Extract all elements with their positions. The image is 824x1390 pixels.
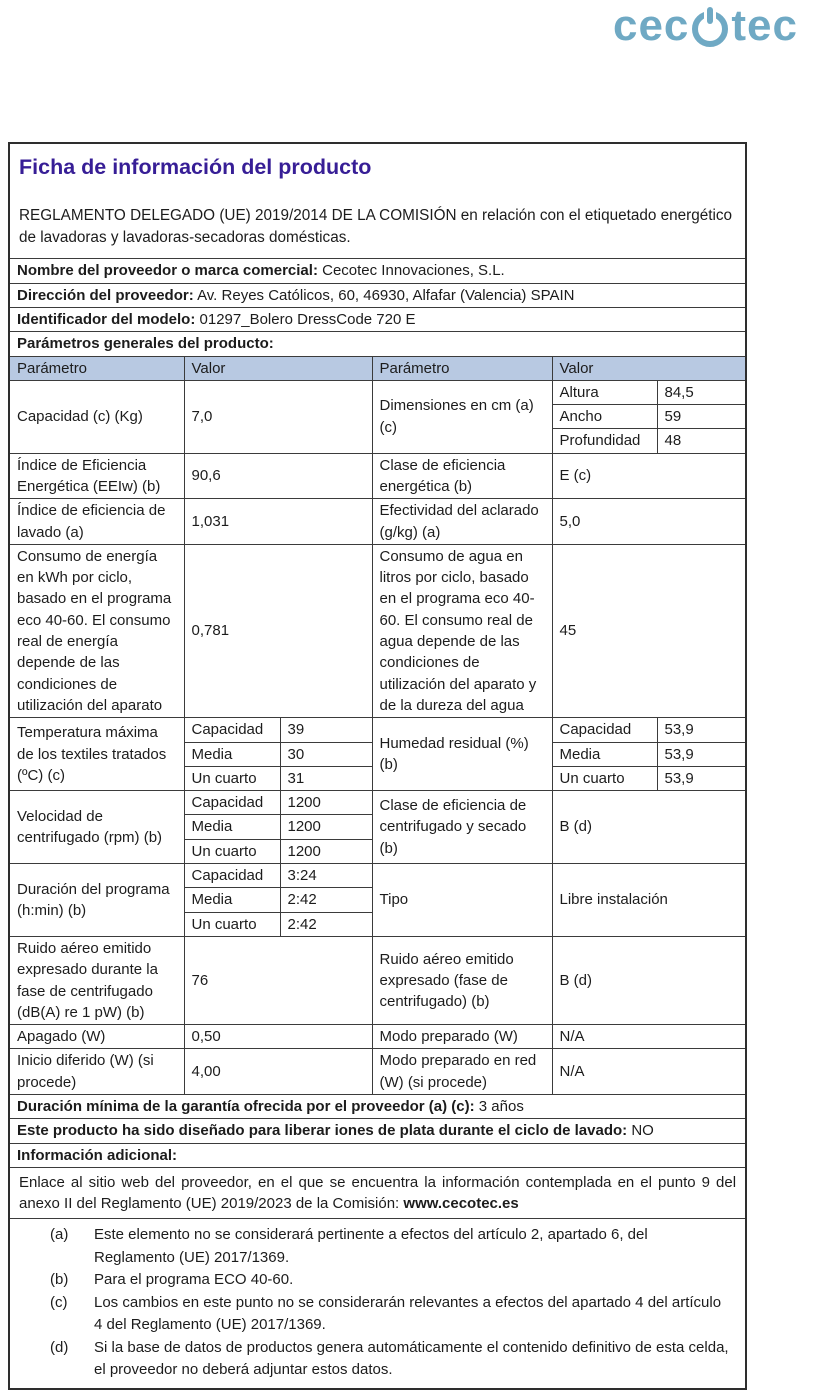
param-value: 1,031 [184,499,372,545]
param-label: Índice de eficiencia de lavado (a) [9,499,184,545]
param-value: 0,50 [184,1025,372,1049]
model-id-label: Identificador del modelo: [17,310,196,328]
param-label: Modo preparado (W) [372,1025,552,1049]
param-row [9,453,746,499]
param-row [9,544,746,717]
subparam-key: Media [552,742,657,766]
footnote-marker: (d) [50,1338,69,1356]
subparam-value: 48 [657,429,746,453]
subparam-key: Un cuarto [184,766,280,790]
param-label: Apagado (W) [9,1025,184,1049]
param-value: 90,6 [184,453,372,499]
subparam-key: Profundidad [552,429,657,453]
param-value: B (d) [552,791,746,864]
subparam-key: Media [184,742,280,766]
param-label: Velocidad de centrifugado (rpm) (b) [9,791,184,864]
subparam-key: Capacidad [552,718,657,742]
param-label: Clase de eficiencia de centrifugado y secado (b) [372,791,552,864]
logo-text-right: tec [731,1,798,50]
subparam-key: Capacidad [184,864,280,888]
param-row [9,936,746,1024]
product-fiche [8,142,747,1390]
additional-info-label: Información adicional: [17,1146,178,1164]
subparam-value: 84,5 [657,380,746,404]
page-title: Ficha de información del producto [19,155,372,179]
col-header-valor-1: Valor [184,356,372,380]
param-label: Inicio diferido (W) (si procede) [9,1049,184,1095]
param-label: Humedad residual (%) (b) [372,718,552,791]
subparam-value: 2:42 [280,888,372,912]
param-label: Temperatura máxima de los textiles tratados (ºC) (c) [9,718,184,791]
subparam-value: 59 [657,405,746,429]
param-label: Consumo de energía en kWh por ciclo, basado en el programa eco 40-60. El consumo real de energía depende de las condiciones de utilización del aparato [9,544,184,717]
silver-ions-value: NO [631,1122,654,1140]
param-row [9,718,746,742]
param-row [9,1025,746,1049]
subparam-key: Un cuarto [184,839,280,863]
subparam-key: Un cuarto [552,766,657,790]
footnote-marker: (b) [50,1271,69,1289]
col-header-parametro-2: Parámetro [372,356,552,380]
param-row [9,791,746,815]
subparam-key: Capacidad [184,718,280,742]
model-id-row [9,307,746,331]
subparam-key: Media [184,815,280,839]
param-label: Ruido aéreo emitido expresado durante la fase de centrifugado (dB(A) re 1 pW) (b) [9,936,184,1024]
param-value: 0,781 [184,544,372,717]
param-value: 4,00 [184,1049,372,1095]
param-value: B (d) [552,936,746,1024]
subparam-key: Media [184,888,280,912]
supplier-address-label: Dirección del proveedor: [17,286,194,304]
section-title-row [9,332,746,356]
subparam-value: 1200 [280,815,372,839]
cecotec-logo [613,2,798,50]
param-label: Índice de Eficiencia Energética (EEIw) (b) [9,453,184,499]
subparam-value: 53,9 [657,718,746,742]
param-row [9,499,746,545]
param-label: Dimensiones en cm (a) (c) [372,380,552,453]
subparam-key: Altura [552,380,657,404]
param-row [9,1049,746,1095]
footnote-text: Los cambios en este punto no se considerarán relevantes a efectos del apartado 4 del artículo 4 del Reglamento (UE) 2017/1369. [94,1293,722,1334]
footnotes [9,1219,746,1389]
param-label: Efectividad del aclarado (g/kg) (a) [372,499,552,545]
footnote-text: Para el programa ECO 40-60. [94,1271,294,1289]
subparam-value: 2:42 [280,912,372,936]
param-label: Capacidad (c) (Kg) [9,380,184,453]
title-block [9,143,746,259]
table-header-row [9,356,746,380]
supplier-link-text: Enlace al sitio web del proveedor, en el que se encuentra la información contemplada en el punto 9 del anexo II del Reglamento (UE) 2019/2023 de la Comisión: [19,1173,737,1213]
param-label: Modo preparado en red (W) (si procede) [372,1049,552,1095]
supplier-address-row [9,283,746,307]
supplier-address-value: Av. Reyes Católicos, 60, 46930, Alfafar (Valencia) SPAIN [197,286,575,304]
warranty-value: 3 años [478,1098,524,1115]
param-label: Ruido aéreo emitido expresado (fase de centrifugado) (b) [372,936,552,1024]
subparam-key: Un cuarto [184,912,280,936]
warranty-row [9,1095,746,1119]
subparam-value: 1200 [280,839,372,863]
supplier-name-label: Nombre del proveedor o marca comercial: [17,262,318,280]
param-label: Tipo [372,864,552,937]
param-value: 5,0 [552,499,746,545]
footnote-marker: (a) [50,1226,69,1244]
param-label: Duración del programa (h:min) (b) [9,864,184,937]
param-value: N/A [552,1025,746,1049]
power-button-icon [692,11,728,47]
param-value: 45 [552,544,746,717]
silver-ions-row [9,1119,746,1143]
param-label: Clase de eficiencia energética (b) [372,453,552,499]
param-value: E (c) [552,453,746,499]
param-row [9,864,746,888]
subparam-key: Capacidad [184,791,280,815]
param-value: N/A [552,1049,746,1095]
footnote-c [10,1292,735,1337]
logo-text-left: cec [612,1,690,50]
param-value: Libre instalación [552,864,746,937]
footnote-text: Si la base de datos de productos genera automáticamente el contenido definitivo de esta celda, el proveedor no deberá adjuntar estos datos. [94,1338,729,1379]
subparam-value: 39 [280,718,372,742]
subparam-key: Ancho [552,405,657,429]
model-id-value: 01297_Bolero DressCode 720 E [199,310,416,328]
footnote-text: Este elemento no se considerará pertinente a efectos del artículo 2, apartado 6, del Reglamento (UE) 2017/1369. [94,1226,648,1266]
silver-ions-label: Este producto ha sido diseñado para liberar iones de plata durante el ciclo de lavado: [17,1122,628,1140]
footnote-b [10,1269,735,1292]
product-fiche-table [8,142,747,1390]
param-row [9,380,746,404]
subparam-value: 53,9 [657,766,746,790]
supplier-link-row [9,1167,746,1219]
footnote-a [10,1224,735,1269]
supplier-name-row [9,259,746,283]
subparam-value: 31 [280,766,372,790]
supplier-link-url: www.cecotec.es [403,1195,519,1213]
col-header-parametro-1: Parámetro [9,356,184,380]
subparam-value: 3:24 [280,864,372,888]
additional-info-row [9,1143,746,1167]
footnote-d [10,1337,735,1382]
supplier-name-value: Cecotec Innovaciones, S.L. [322,262,505,280]
param-value: 76 [184,936,372,1024]
regulation-text: REGLAMENTO DELEGADO (UE) 2019/2014 DE LA COMISIÓN en relación con el etiquetado energético de lavadoras y lavadoras-secadoras domésticas. [19,206,733,246]
section-title: Parámetros generales del producto: [17,335,274,353]
warranty-label: Duración mínima de la garantía ofrecida por el proveedor (a) (c): [17,1098,475,1115]
footnote-marker: (c) [50,1293,68,1311]
col-header-valor-2: Valor [552,356,746,380]
param-value: 7,0 [184,380,372,453]
param-label: Consumo de agua en litros por ciclo, basado en el programa eco 40-60. El consumo real de agua depende de las condiciones de utilización del aparato y de la dureza del agua [372,544,552,717]
subparam-value: 1200 [280,791,372,815]
subparam-value: 30 [280,742,372,766]
subparam-value: 53,9 [657,742,746,766]
